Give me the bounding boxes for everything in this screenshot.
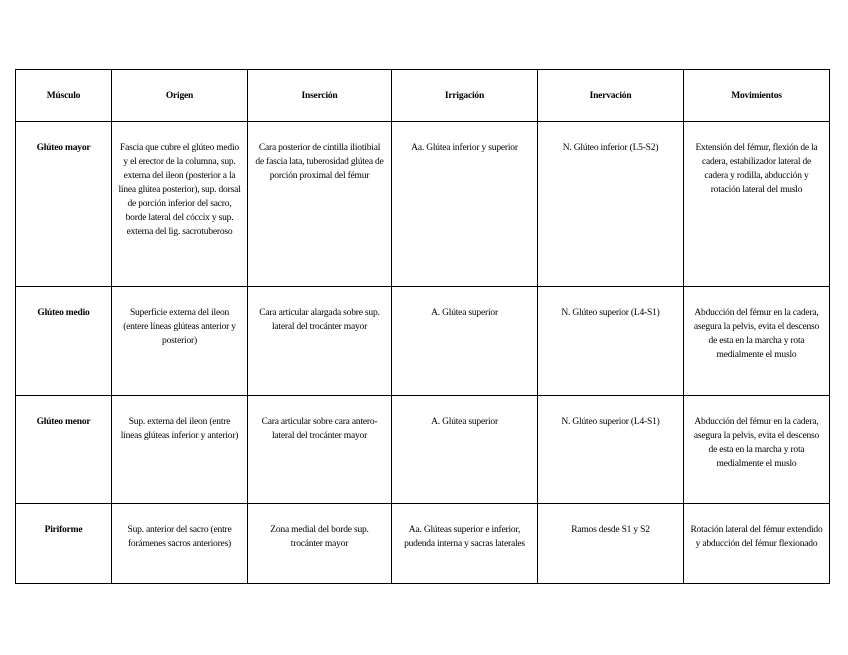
table-row (16, 122, 830, 287)
cell-movimientos: Abducción del fémur en la cadera, asegura la pelvis, evita el descenso de esta en la marcha y rota medialmente el muslo (684, 396, 830, 504)
cell-musculo: Glúteo menor (16, 396, 112, 504)
cell-musculo: Glúteo mayor (16, 122, 112, 287)
gluteal-muscles-table (15, 69, 830, 584)
cell-origen: Superficie externa del ileon (entere líneas glúteas anterior y posterior) (112, 287, 248, 396)
cell-insercion: Zona medial del borde sup. trocánter mayor (248, 504, 392, 584)
header-insercion: Inserción (248, 70, 392, 122)
cell-movimientos: Extensión del fémur, flexión de la cadera, estabilizador lateral de cadera y rodilla, abducción y rotación lateral del muslo (684, 122, 830, 287)
cell-insercion: Cara posterior de cintilla iliotibial de fascia lata, tuberosidad glútea de porción proximal del fémur (248, 122, 392, 287)
header-row (16, 70, 830, 122)
table-row (16, 504, 830, 584)
cell-insercion: Cara articular sobre cara antero-lateral del trocánter mayor (248, 396, 392, 504)
cell-irrigacion: A. Glútea superior (392, 396, 538, 504)
table-row (16, 287, 830, 396)
cell-irrigacion: A. Glútea superior (392, 287, 538, 396)
cell-inervacion: Ramos desde S1 y S2 (538, 504, 684, 584)
cell-movimientos: Rotación lateral del fémur extendido y abducción del fémur flexionado (684, 504, 830, 584)
cell-origen: Sup. externa del ileon (entre líneas glúteas inferior y anterior) (112, 396, 248, 504)
cell-origen: Fascia que cubre el glúteo medio y el erector de la columna, sup. externa del ileon (posterior a la línea glútea posterior), sup. dorsal de porción inferior del sacro, borde lateral del cóccix y sup. externa del lig. sacrotuberoso (112, 122, 248, 287)
header-irrigacion: Irrigación (392, 70, 538, 122)
table-row (16, 396, 830, 504)
header-musculo: Músculo (16, 70, 112, 122)
cell-insercion: Cara articular alargada sobre sup. lateral del trocánter mayor (248, 287, 392, 396)
cell-origen: Sup. anterior del sacro (entre forámenes sacros anteriores) (112, 504, 248, 584)
cell-inervacion: N. Glúteo inferior (L5-S2) (538, 122, 684, 287)
cell-irrigacion: Aa. Glúteas superior e inferior, pudenda interna y sacras laterales (392, 504, 538, 584)
cell-inervacion: N. Glúteo superior (L4-S1) (538, 287, 684, 396)
cell-irrigacion: Aa. Glútea inferior y superior (392, 122, 538, 287)
cell-movimientos: Abducción del fémur en la cadera, asegura la pelvis, evita el descenso de esta en la marcha y rota medialmente el muslo (684, 287, 830, 396)
header-inervacion: Inervación (538, 70, 684, 122)
header-origen: Origen (112, 70, 248, 122)
header-movimientos: Movimientos (684, 70, 830, 122)
cell-inervacion: N. Glúteo superior (L4-S1) (538, 396, 684, 504)
cell-musculo: Piriforme (16, 504, 112, 584)
cell-musculo: Glúteo medio (16, 287, 112, 396)
